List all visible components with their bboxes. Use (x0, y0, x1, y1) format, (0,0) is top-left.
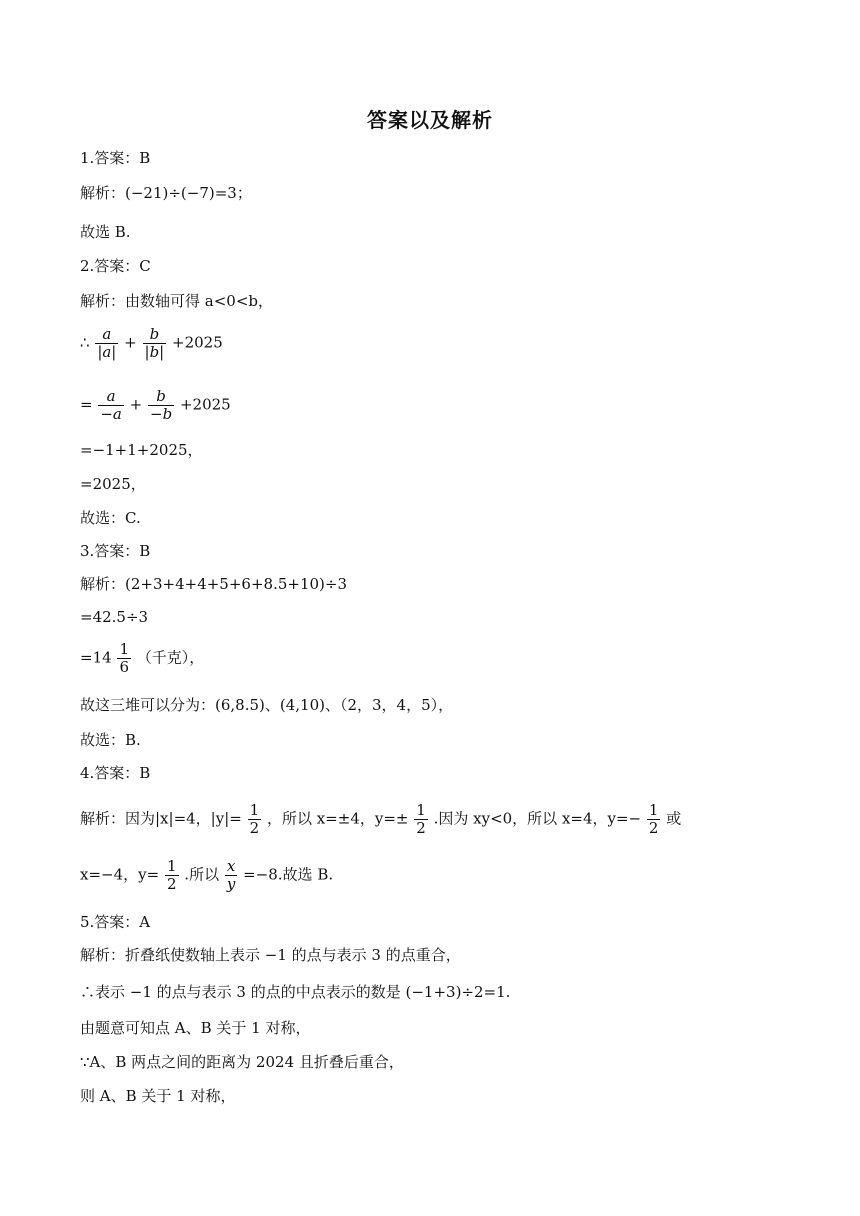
choice-2: 故选：C. (80, 509, 141, 527)
fraction-numerator: a (106, 387, 116, 405)
fraction-a-over-abs-a (95, 326, 118, 361)
fraction-denominator: −b (150, 405, 173, 423)
fraction-one-half (647, 802, 661, 837)
fraction-numerator: 1 (249, 801, 260, 819)
analysis-2: 解析：由数轴可得 a<0<b， (80, 292, 273, 310)
analysis-5: 解析：折叠纸使数轴上表示 −1 的点与表示 3 的点重合， (80, 946, 461, 964)
answer-1: 1.答案：B (80, 149, 151, 167)
analysis-1: 解析：(−21)÷(−7)=3； (80, 184, 252, 202)
fraction-b-over-abs-b (143, 326, 167, 361)
fraction-numerator: b (156, 387, 166, 405)
page-title: 答案以及解析 (367, 108, 493, 132)
text-segment: .因为 xy<0，所以 x=4，y=− (433, 809, 642, 828)
fraction-denominator: y (226, 875, 236, 893)
fraction-denominator: −a (100, 405, 122, 423)
fraction-numerator: b (149, 325, 160, 343)
fraction-denominator: 2 (249, 819, 260, 837)
fraction-numerator: 1 (166, 857, 177, 875)
formula-line-6 (80, 641, 204, 676)
unit-text: （千克）， (136, 648, 205, 667)
formula-line-2 (80, 388, 231, 423)
fraction-numerator: 1 (119, 640, 129, 658)
formula-line-3: =−1+1+2025， (80, 441, 203, 459)
formula-line-1 (80, 326, 223, 361)
formula-line-5: =42.5÷3 (80, 608, 149, 626)
fraction-one-half (248, 802, 262, 837)
fraction-a-over-neg-a (98, 388, 124, 423)
fraction-one-half (414, 802, 428, 837)
distance-text: ∵A、B 两点之间的距离为 2024 且折叠后重合， (80, 1053, 404, 1071)
formula-line-4: =2025， (80, 475, 146, 493)
fraction-denominator: |a| (97, 343, 117, 361)
answer-4: 4.答案：B (80, 764, 151, 782)
analysis-4-line-1 (80, 802, 681, 837)
text-segment: .所以 (184, 865, 224, 884)
fraction-x-over-y (225, 858, 237, 893)
plus-sign: + (129, 395, 143, 414)
answer-2: 2.答案：C (80, 257, 151, 275)
fraction-denominator: 2 (416, 819, 426, 837)
therefore-text: ∴ (80, 333, 95, 352)
formula-tail: +2025 (172, 333, 223, 352)
fraction-denominator: 6 (119, 658, 129, 676)
answer-5: 5.答案：A (80, 913, 151, 931)
text-segment: ，所以 x=±4，y=± (266, 809, 409, 828)
midpoint-text: ∴表示 −1 的点与表示 3 的点的中点表示的数是 (−1+3)÷2=1. (80, 983, 511, 1001)
choice-1: 故选 B. (80, 223, 131, 241)
text-segment: =−8.故选 B. (243, 865, 334, 884)
fraction-denominator: 2 (166, 875, 177, 893)
fraction-one-sixth (117, 641, 131, 676)
fraction-numerator: x (226, 857, 236, 875)
fraction-denominator: 2 (648, 819, 659, 837)
plus-sign: + (124, 333, 137, 352)
fraction-numerator: 1 (416, 801, 426, 819)
equals-sign: = (80, 395, 93, 414)
fraction-b-over-neg-b (148, 388, 174, 423)
analysis-3: 解析：(2+3+4+4+5+6+8.5+10)÷3 (80, 575, 347, 593)
fraction-numerator: 1 (648, 801, 659, 819)
analysis-4-line-2 (80, 858, 333, 893)
text-segment: 或 (666, 809, 682, 828)
choice-3: 故选：B. (80, 731, 141, 749)
text-segment: x=−4，y= (80, 865, 160, 884)
symmetry-text: 由题意可知点 A、B 关于 1 对称， (80, 1019, 311, 1037)
fraction-numerator: a (102, 325, 112, 343)
answer-3: 3.答案：B (80, 542, 151, 560)
text-segment: 解析：因为|x|=4，|y|= (80, 809, 242, 828)
grouping-text: 故这三堆可以分为：(6,8.5)、(4,10)、（2，3，4，5）， (80, 696, 454, 714)
mixed-number-whole: =14 (80, 648, 112, 667)
conclusion-text: 则 A、B 关于 1 对称， (80, 1087, 236, 1105)
formula-tail: +2025 (179, 395, 231, 414)
fraction-one-half (165, 858, 179, 893)
fraction-denominator: |b| (144, 343, 165, 361)
